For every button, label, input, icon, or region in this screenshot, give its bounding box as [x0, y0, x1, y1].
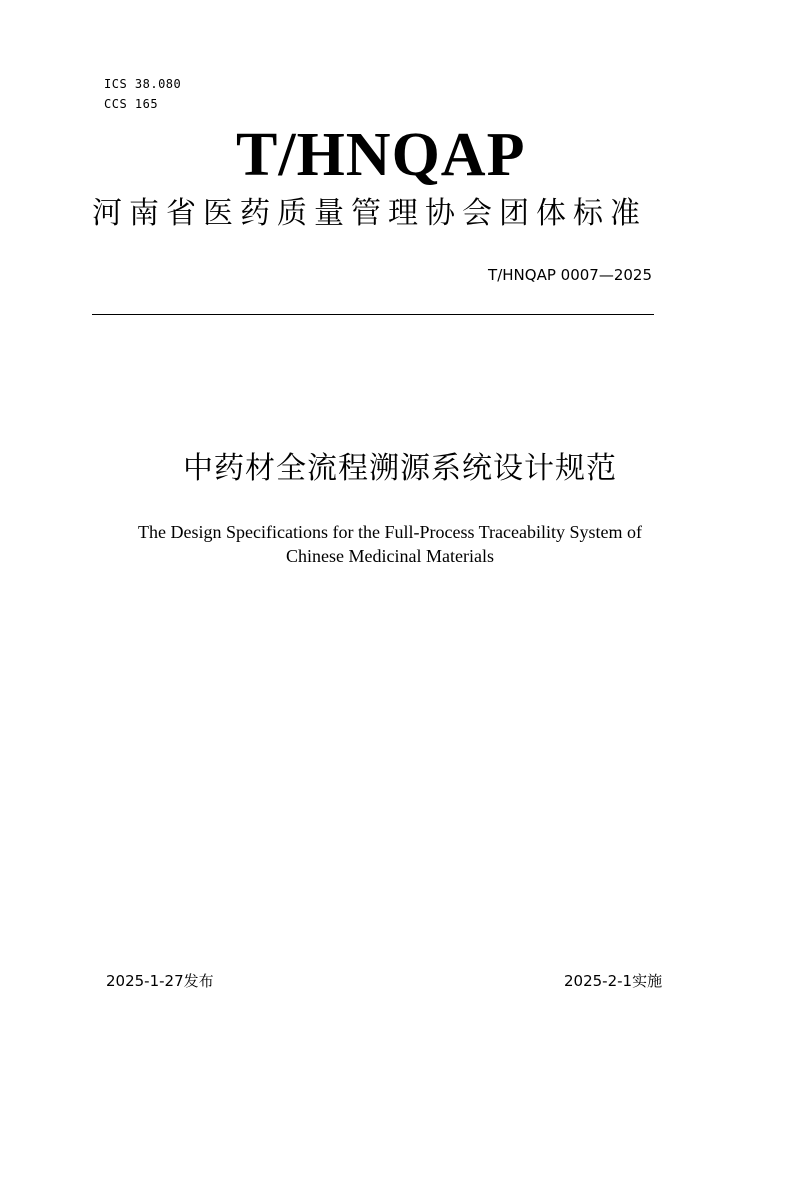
publish-date: 2025-1-27发布	[106, 972, 214, 990]
title-english-line-2: Chinese Medicinal Materials	[286, 546, 494, 566]
ccs-code: CCS 165	[104, 97, 159, 111]
classification-codes	[104, 74, 181, 114]
title-english-line-1: The Design Specifications for the Full-Process Traceability System of	[138, 522, 642, 542]
title-english	[0, 520, 780, 568]
title-chinese: 中药材全流程溯源系统设计规范	[183, 451, 617, 486]
standard-number: T/HNQAP 0007—2025	[488, 266, 652, 284]
header-divider	[92, 314, 654, 315]
standard-logo: T/HNQAP	[236, 121, 526, 189]
implement-date: 2025-2-1实施	[564, 972, 663, 990]
organization-name: 河南省医药质量管理协会团体标准	[92, 196, 647, 231]
ics-code: ICS 38.080	[104, 77, 182, 91]
